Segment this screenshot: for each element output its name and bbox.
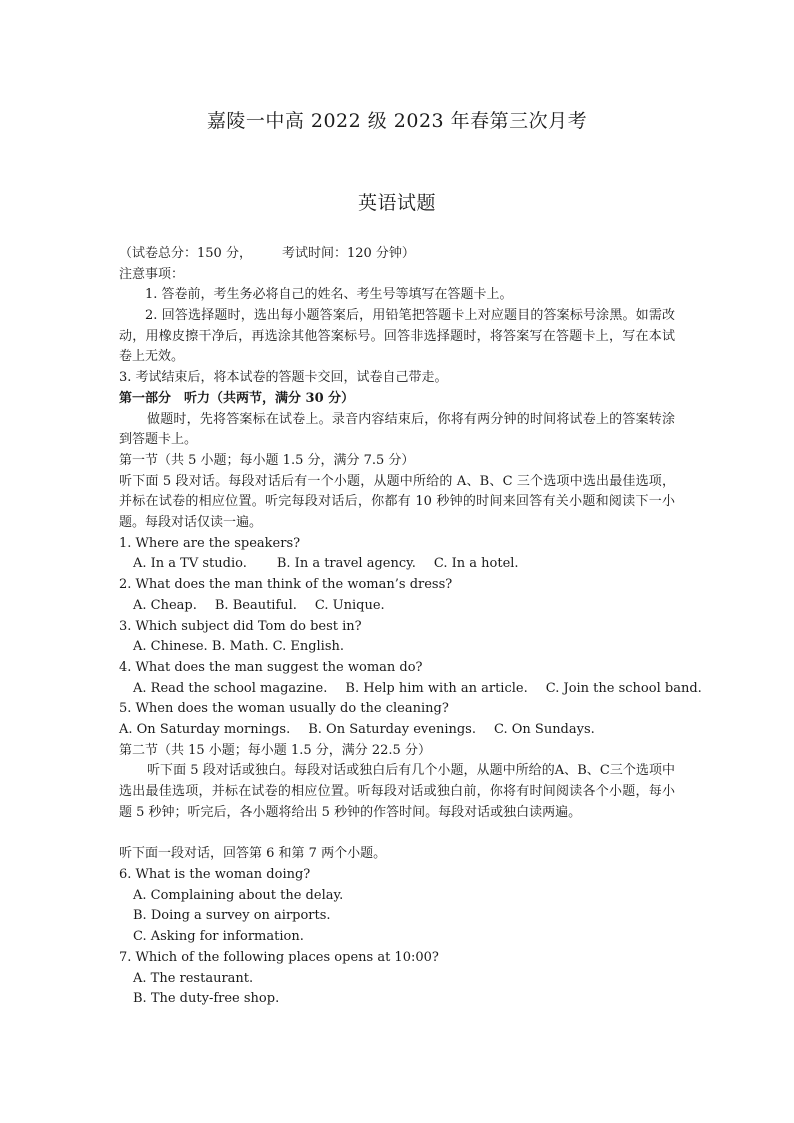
notice-item-2: 2. 回答选择题时，选出每小题答案后，用铅笔把答题卡上对应题目的答案标号涂黑。如需改动，用橡皮擦干净后，再选涂其他答案标号。回答非选择题时，将答案写在答题卡上，写在本试卷上无效。 — [119, 308, 675, 365]
option-c: C. In a hotel. — [433, 556, 519, 572]
section1-heading: 第一节（共 5 小题；每小题 1.5 分，满分 7.5 分） — [119, 452, 415, 468]
part1-heading: 第一部分 听力（共两节，满分 30 分） — [119, 390, 355, 406]
question-6-option-b: B. Doing a survey on airports. — [133, 908, 331, 924]
option-b: B. Help him with an article. — [345, 680, 528, 696]
question-1-options — [119, 554, 675, 575]
question-3-options — [119, 637, 675, 658]
option-b: B. In a travel agency. — [276, 556, 416, 572]
question-3: 3. Which subject did Tom do best in? — [119, 618, 362, 634]
exam-title: 嘉陵一中高 2022 级 2023 年春第三次月考 — [206, 110, 588, 132]
option-c: C. Unique. — [314, 597, 385, 613]
question-6-option-c: C. Asking for information. — [133, 929, 304, 945]
exam-subtitle: 英语试题 — [357, 192, 436, 214]
question-7-option-a: A. The restaurant. — [133, 970, 254, 986]
question-6: 6. What is the woman doing? — [119, 867, 311, 883]
exam-info — [119, 244, 675, 265]
part1-intro: 做题时，先将答案标在试卷上。录音内容结束后，你将有两分钟的时间将试卷上的答案转涂到答题卡上。 — [119, 411, 675, 448]
option-c: C. Join the school band. — [545, 680, 702, 696]
option-a: A. In a TV studio. — [133, 556, 247, 572]
section1-instructions: 听下面 5 段对话。每段对话后有一个小题，从题中所给的 A、B、C 三个选项中选出最佳选项，并标在试卷的相应位置。听完每段对话后，你都有 10 秒钟的时间来回答有关小题和阅读下一小题。每段对话仅读一遍。 — [119, 473, 675, 531]
question-1: 1. Where are the speakers? — [119, 535, 301, 551]
question-4: 4. What does the man suggest the woman do? — [119, 659, 423, 675]
option-a: A. Chinese. — [133, 639, 208, 655]
question-7: 7. Which of the following places opens at 10:00? — [119, 949, 439, 965]
option-a: A. On Saturday mornings. — [119, 721, 291, 737]
notice-heading: 注意事项： — [119, 266, 185, 282]
option-b: B. Math. — [211, 639, 269, 655]
section2-instructions: 听下面 5 段对话或独白。每段对话或独白后有几个小题，从题中所给的A、B、C三个选项中选出最佳选项，并标在试卷的相应位置。听每段对话或独白前，你将有时间阅读各个小题，每小题 5 秒钟；听完后，各小题将给出 5 秒钟的作答时间。每段对话或独白读两遍。 — [119, 763, 675, 820]
question-6-option-a: A. Complaining about the delay. — [133, 887, 344, 903]
question-2-options — [119, 596, 675, 617]
question-5: 5. When does the woman usually do the cleaning? — [119, 701, 449, 717]
exam-body — [119, 244, 702, 1010]
option-c: C. On Sundays. — [494, 721, 595, 737]
exam-time: 考试时间：120 分钟） — [281, 246, 415, 261]
question-2: 2. What does the man think of the woman’s dress? — [119, 577, 453, 593]
question-7-option-b: B. The duty-free shop. — [133, 991, 280, 1007]
group-1-instruction: 听下面一段对话，回答第 6 和第 7 两个小题。 — [119, 846, 387, 862]
notice-item-1: 1. 答卷前，考生务必将自己的姓名、考生号等填写在答题卡上。 — [145, 287, 513, 303]
option-a: A. Read the school magazine. — [133, 680, 328, 696]
option-c: C. English. — [272, 639, 345, 655]
total-score: （试卷总分：150 分， — [119, 246, 252, 261]
section2-heading: 第二节（共 15 小题；每小题 1.5 分，满分 22.5 分） — [119, 742, 431, 758]
option-b: B. On Saturday evenings. — [308, 721, 476, 737]
option-a: A. Cheap. — [133, 597, 197, 613]
option-b: B. Beautiful. — [214, 597, 297, 613]
question-5-options — [119, 720, 675, 741]
question-4-options — [119, 679, 702, 700]
notice-item-3: 3. 考试结束后，将本试卷的答题卡交回，试卷自己带走。 — [119, 370, 448, 386]
